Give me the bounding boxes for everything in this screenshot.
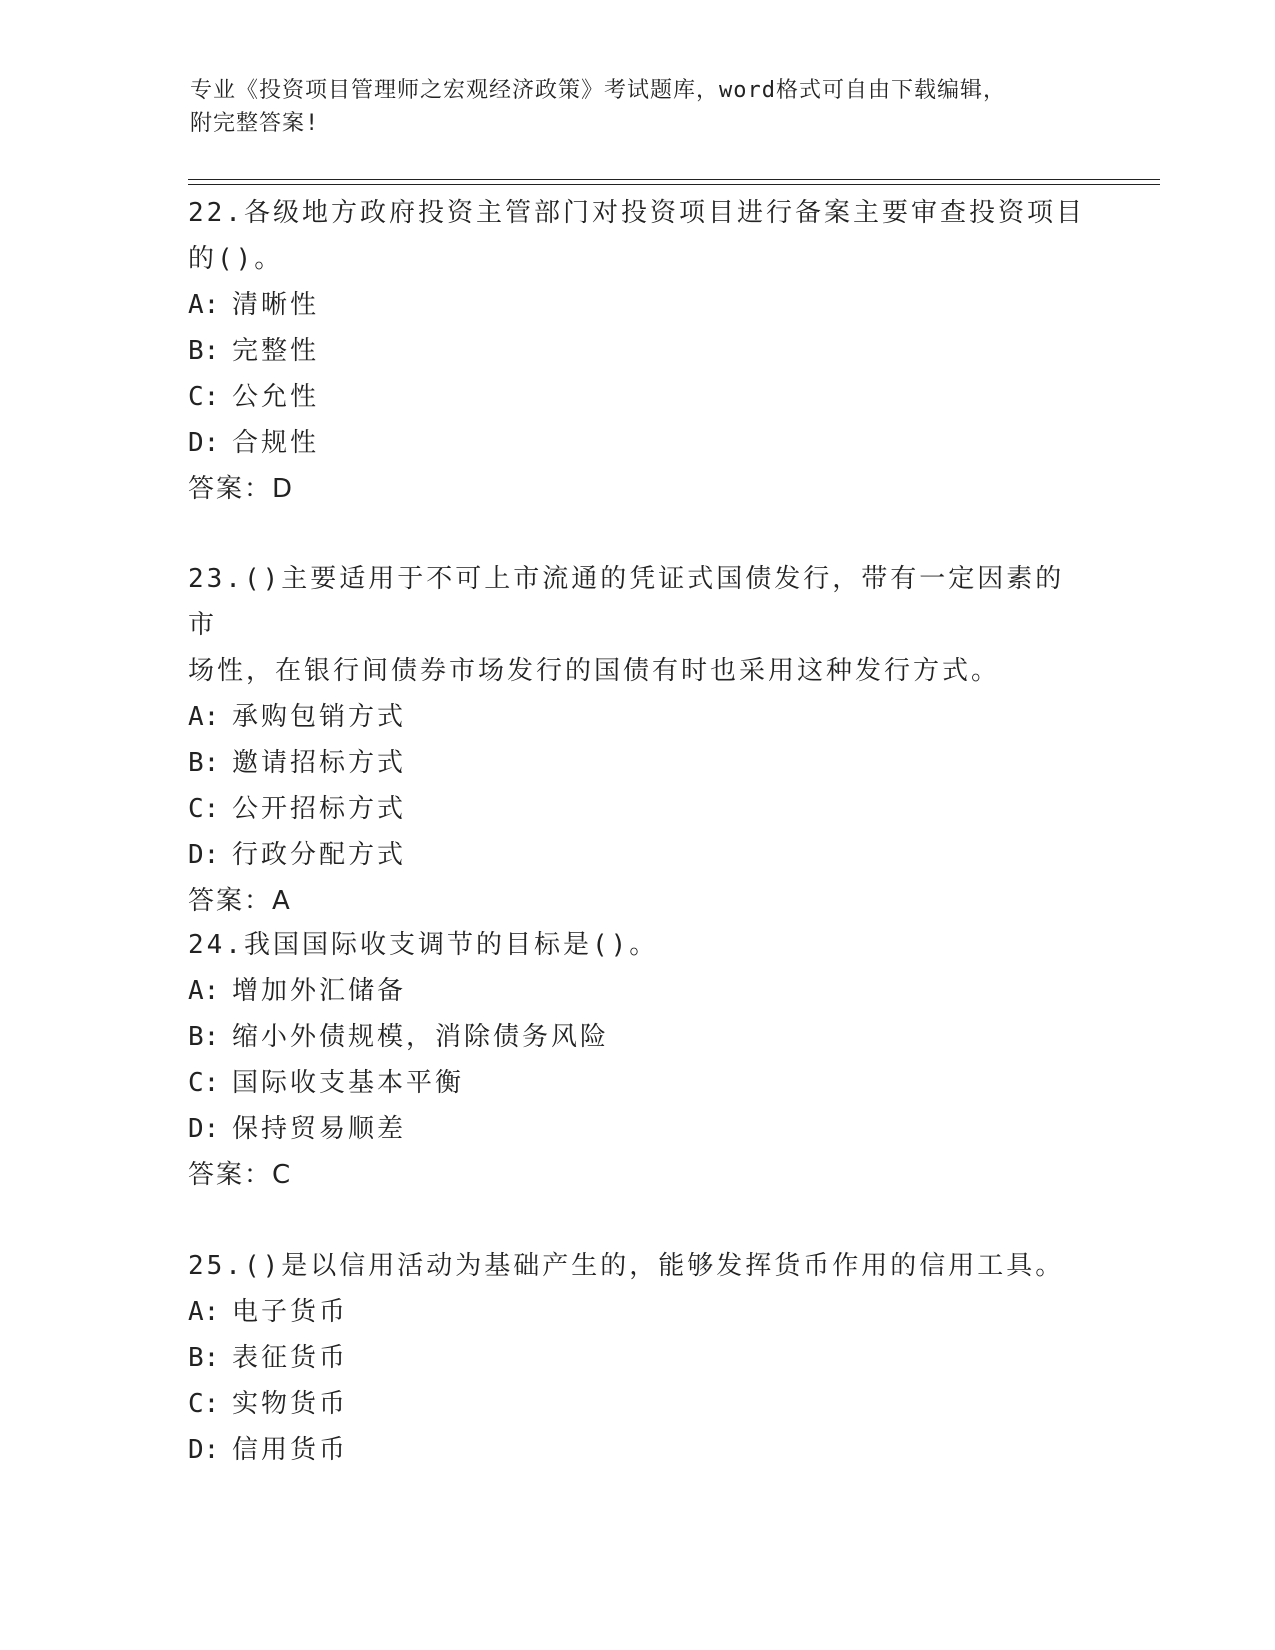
option-text: 表征货币 bbox=[232, 1343, 349, 1373]
option-text: 增加外汇储备 bbox=[232, 976, 407, 1006]
option-text: 公允性 bbox=[232, 382, 320, 412]
option-text: 承购包销方式 bbox=[232, 702, 407, 732]
question-stem-line: 24.我国国际收支调节的目标是()。 bbox=[188, 930, 659, 960]
option-b bbox=[188, 328, 1088, 374]
option-d bbox=[188, 832, 1088, 878]
option-a bbox=[188, 1289, 1088, 1335]
option-letter: D: bbox=[188, 428, 220, 458]
question-stem-line: 25.()是以信用活动为基础产生的，能够发挥货币作用的信用工具。 bbox=[188, 1251, 1065, 1281]
option-b bbox=[188, 1335, 1088, 1381]
option-text: 完整性 bbox=[232, 336, 320, 366]
option-a bbox=[188, 694, 1088, 740]
option-c bbox=[188, 374, 1088, 420]
option-text: 行政分配方式 bbox=[232, 840, 407, 870]
option-text: 缩小外债规模，消除债务风险 bbox=[232, 1022, 610, 1052]
option-letter: C: bbox=[188, 1389, 220, 1419]
option-text: 合规性 bbox=[232, 428, 320, 458]
option-text: 国际收支基本平衡 bbox=[232, 1068, 465, 1098]
option-text: 邀请招标方式 bbox=[232, 748, 407, 778]
question-stem bbox=[188, 1243, 1088, 1289]
option-letter: C: bbox=[188, 382, 220, 412]
header-line-1: 专业《投资项目管理师之宏观经济政策》考试题库，word格式可自由下载编辑， bbox=[190, 78, 1006, 103]
question-stem-line: 23.()主要适用于不可上市流通的凭证式国债发行，带有一定因素的市 bbox=[188, 564, 1065, 640]
option-letter: B: bbox=[188, 336, 220, 366]
option-d bbox=[188, 1427, 1088, 1473]
option-text: 公开招标方式 bbox=[232, 794, 407, 824]
answer-line: 答案：D bbox=[188, 474, 295, 504]
option-letter: A: bbox=[188, 290, 220, 320]
option-text: 实物货币 bbox=[232, 1389, 349, 1419]
answer-line: 答案：A bbox=[188, 886, 292, 916]
option-c bbox=[188, 1060, 1088, 1106]
option-letter: A: bbox=[188, 702, 220, 732]
option-text: 保持贸易顺差 bbox=[232, 1114, 407, 1144]
question-25 bbox=[188, 1243, 1088, 1473]
question-22 bbox=[188, 190, 1088, 512]
option-text: 清晰性 bbox=[232, 290, 320, 320]
option-letter: B: bbox=[188, 1022, 220, 1052]
option-a bbox=[188, 282, 1088, 328]
option-letter: C: bbox=[188, 1068, 220, 1098]
header-divider-bottom bbox=[188, 184, 1160, 185]
document-header bbox=[190, 74, 1070, 140]
question-stem-line: 场性，在银行间债券市场发行的国债有时也采用这种发行方式。 bbox=[188, 656, 1001, 686]
option-c bbox=[188, 786, 1088, 832]
option-d bbox=[188, 1106, 1088, 1152]
answer-line: 答案：C bbox=[188, 1160, 293, 1190]
option-letter: A: bbox=[188, 1297, 220, 1327]
question-stem-line: 22.各级地方政府投资主管部门对投资项目进行备案主要审查投资项目 bbox=[188, 198, 1085, 228]
option-text: 信用货币 bbox=[232, 1435, 349, 1465]
header-divider-top bbox=[188, 179, 1160, 180]
question-stem-line: 的()。 bbox=[188, 244, 284, 274]
question-stem bbox=[188, 190, 1088, 282]
option-c bbox=[188, 1381, 1088, 1427]
option-letter: D: bbox=[188, 1435, 220, 1465]
option-a bbox=[188, 968, 1088, 1014]
option-letter: C: bbox=[188, 794, 220, 824]
question-24 bbox=[188, 922, 1088, 1198]
option-letter: D: bbox=[188, 840, 220, 870]
option-letter: A: bbox=[188, 976, 220, 1006]
option-letter: B: bbox=[188, 1343, 220, 1373]
option-text: 电子货币 bbox=[232, 1297, 349, 1327]
question-stem bbox=[188, 922, 1088, 968]
option-b bbox=[188, 1014, 1088, 1060]
option-letter: D: bbox=[188, 1114, 220, 1144]
question-stem bbox=[188, 556, 1088, 694]
option-letter: B: bbox=[188, 748, 220, 778]
option-d bbox=[188, 420, 1088, 466]
option-b bbox=[188, 740, 1088, 786]
question-23 bbox=[188, 556, 1088, 924]
header-line-2: 附完整答案! bbox=[190, 111, 320, 136]
